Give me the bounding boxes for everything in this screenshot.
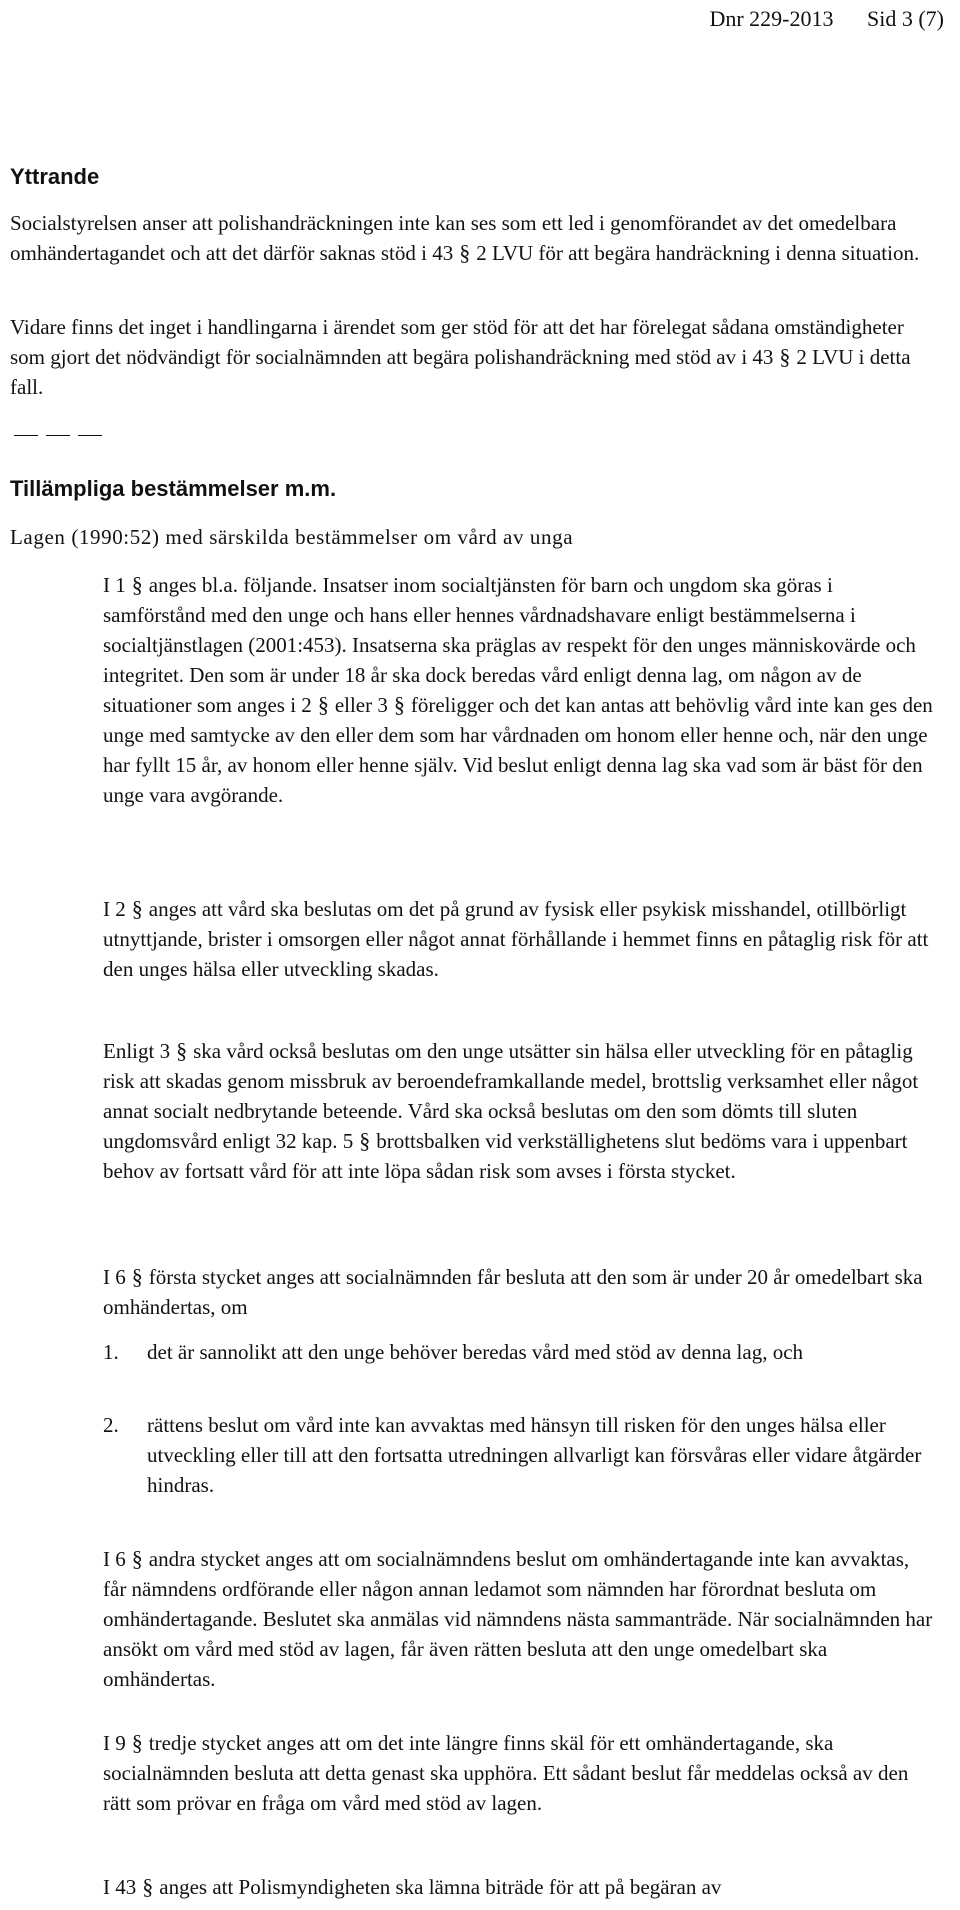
paragraph-43: I 43 § anges att Polismyndigheten ska lämna biträde för att på begäran av	[103, 1874, 722, 1899]
paragraph-1-paragraf: I 1 § anges bl.a. följande. Insatser inom socialtjänsten för barn och ungdom ska göras i samförstånd med den unge och hans eller hennes vårdnadshavare enligt bestämmelserna i socialtjänstlagen (2001:453). Insatserna ska präglas av respekt för den unges människovärde och integritet. Den som är under 18 år ska dock beredas vård enligt denna lag, om någon av de situationer som anges i 2 § eller 3 § föreligger och det kan antas att behövlig vård inte kan ges den unge med samtycke av den eller dem som har vårdnaden om honom eller henne och, när den unge har fyllt 15 år, av honom eller henne själv. Vid beslut enligt denna lag ska vad som är bäst för den unge vara avgörande.	[103, 572, 933, 807]
yttrande-paragraph-1: Socialstyrelsen anser att polishandräckningen inte kan ses som ett led i genomförandet av det omedelbara omhändertagandet och att det därför saknas stöd i 43 § 2 LVU för att begära handräckning i denna situation.	[10, 208, 940, 268]
section-sign: §	[779, 344, 791, 369]
separator-dashes	[14, 426, 110, 444]
document-number: Dnr 229-2013	[709, 6, 834, 31]
paragraph-2-paragraf: I 2 § anges att vård ska beslutas om det på grund av fysisk eller psykisk misshandel, otillbörligt utnyttjande, brister i omsorgen eller något annat förhållande i hemmet finns en påtaglig risk för att den unges hälsa eller utveckling skadas.	[103, 896, 929, 981]
yttrande-paragraph-2: Vidare finns det inget i handlingarna i ärendet som ger stöd för att det har förelegat sådana omständigheter som gjort det nödvändigt för socialnämnden att begära polishandräckning med stöd av i 43 § 2 LVU i detta fall.	[10, 315, 911, 399]
paragraph-6-andra-stycket: I 6 § andra stycket anges att om socialnämndens beslut om omhändertagande inte kan avvaktas, får nämndens ordförande eller någon annan ledamot som nämnden har förordnat besluta om omhändertagande. Beslutet ska anmälas vid nämndens nästa sammanträde. När socialnämnden har ansökt om vård med stöd av lagen, får även rätten besluta att den unge omedelbart ska omhändertas.	[103, 1546, 933, 1691]
bestammelser-heading: Tillämpliga bestämmelser m.m.	[10, 476, 337, 501]
page-number: Sid 3 (7)	[867, 6, 944, 31]
paragraph-6-forsta-stycket: I 6 § första stycket anges att socialnämnden får besluta att den som är under 20 år omedelbart ska omhändertas, om	[103, 1264, 923, 1319]
paragraph-3-paragraf: Enligt 3 § ska vård också beslutas om den unge utsätter sin hälsa eller utveckling för en påtaglig risk att skadas genom missbruk av beroendeframkallande medel, brottslig verksamhet eller något annat socialt nedbrytande beteende. Vård ska också beslutas om den som dömts till sluten ungdomsvård enligt 32 kap. 5 § brottsbalken vid verkställighetens slut bedöms vara i uppenbart behov av fortsatt vård för att inte löpa sådan risk som avses i första stycket.	[103, 1038, 919, 1183]
page-header	[681, 6, 944, 32]
section-sign: §	[459, 240, 471, 265]
law-title: Lagen (1990:52) med särskilda bestämmelser om vård av unga	[10, 525, 574, 549]
paragraph-9-tredje-stycket: I 9 § tredje stycket anges att om det inte längre finns skäl för ett omhändertagande, ska socialnämnden besluta att detta genast ska upphöra. Ett sådant beslut får meddelas också av den rätt som prövar en fråga om vård med stöd av lagen.	[103, 1730, 909, 1815]
criteria-list: 1. det är sannolikt att den unge behöver beredas vård med stöd av denna lag, och 2. rättens beslut om vård inte kan avvaktas med hänsyn till risken för den unges hälsa eller utveckling eller till att den fortsatta utredningen allvarligt kan försvåras eller vidare åtgärder hindras.	[103, 1340, 922, 1497]
yttrande-heading: Yttrande	[10, 164, 100, 189]
